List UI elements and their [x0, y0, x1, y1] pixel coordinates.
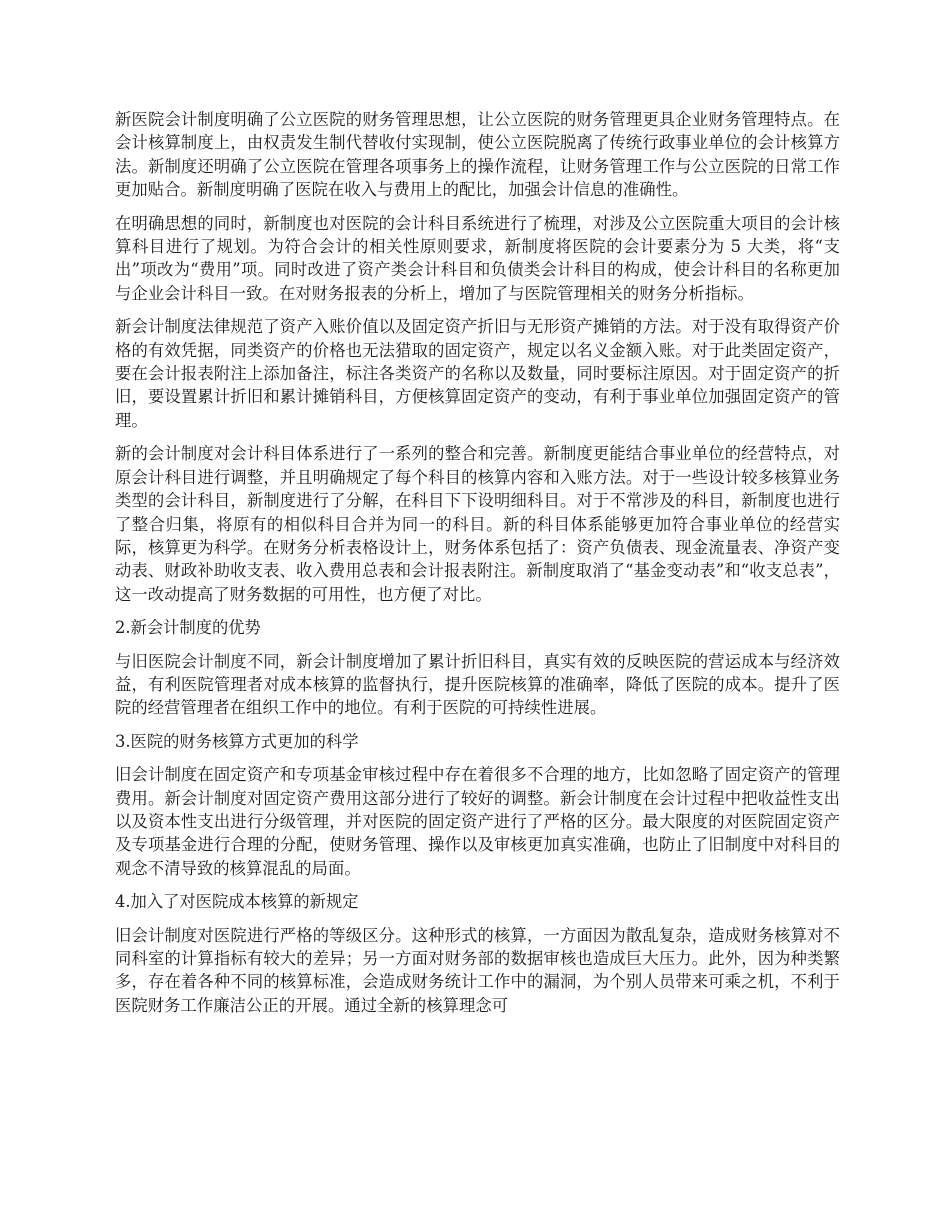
paragraph-hospital-accounting-intro: 新医院会计制度明确了公立医院的财务管理思想，让公立医院的财务管理更具企业财务管理特点。在会计核算制度上，由权责发生制代替收付实现制，使公立医院脱离了传统行政事业单位的会计核算方法。新制度还明确了公立医院在管理各项事务上的操作流程，让财务管理工作与公立医院的日常工作更加贴合。新制度明确了医院在收入与费用上的配比，加强会计信息的准确性。 — [115, 110, 840, 200]
paragraph-subject-system-integration: 新的会计制度对会计科目体系进行了一系列的整合和完善。新制度更能结合事业单位的经营特点，对原会计科目进行调整，并且明确规定了每个科目的核算内容和入账方法。对于一些设计较多核算业务类型的会计科目，新制度进行了分解，在科目下下设明细科目。对于不常涉及的科目，新制度也进行了整合归集，将原有的相似科目合并为同一的科目。新的科目体系能够更加符合事业单位的经营实际，核算更为科学。在财务分析表格设计上，财务体系包括了：资产负债表、现金流量表、净资产变动表、财政补助收支表、收入费用总表和会计报表附注。新制度取消了“基金变动表”和“收支总表”，这一改动提高了财务数据的可用性，也方便了对比。 — [115, 444, 840, 604]
section-heading-scientific-accounting: 3.医院的财务核算方式更加的科学 — [115, 731, 359, 751]
section-heading-advantages: 2.新会计制度的优势 — [115, 618, 261, 638]
paragraph-scientific-accounting: 旧会计制度在固定资产和专项基金审核过程中存在着很多不合理的地方，比如忽略了固定资产的管理费用。新会计制度对固定资产费用这部分进行了较好的调整。新会计制度在会计过程中把收益性支出以及资本性支出进行分级管理，并对医院的固定资产进行了严格的区分。最大限度的对医院固定资产及专项基金进行合理的分配，使财务管理、操作以及审核更加真实准确，也防止了旧制度中对科目的观念不清导致的核算混乱的局面。 — [115, 765, 840, 878]
document-page — [115, 108, 840, 1027]
paragraph-advantages: 与旧医院会计制度不同，新会计制度增加了累计折旧科目，真实有效的反映医院的营运成本与经济效益，有利医院管理者对成本核算的监督执行，提升医院核算的准确率，降低了医院的成本。提升了医院的经营管理者在组织工作中的地位。有利于医院的可持续性进展。 — [115, 651, 840, 718]
paragraph-cost-accounting: 旧会计制度对医院进行严格的等级区分。这种形式的核算，一方面因为散乱复杂，造成财务核算对不同科室的计算指标有较大的差异；另一方面对财务部的数据审核也造成巨大压力。此外，因为种类繁多，存在着各种不同的核算标准，会造成财务统计工作中的漏洞，为个别人员带来可乘之机，不利于医院财务工作廉洁公正的开展。通过全新的核算理念可 — [115, 925, 840, 1015]
paragraph-accounting-subjects: 在明确思想的同时，新制度也对医院的会计科目系统进行了梳理，对涉及公立医院重大项目的会计核算科目进行了规划。为符合会计的相关性原则要求，新制度将医院的会计要素分为 5 大类，将“支出”项改为“费用”项。同时改进了资产类会计科目和负债类会计科目的构成，使会计科目的名称更加与企业会计科目一致。在对财务报表的分析上，增加了与医院管理相关的财务分析指标。 — [115, 213, 840, 303]
section-heading-cost-accounting: 4.加入了对医院成本核算的新规定 — [115, 892, 359, 912]
paragraph-asset-valuation: 新会计制度法律规范了资产入账价值以及固定资产折旧与无形资产摊销的方法。对于没有取得资产价格的有效凭据，同类资产的价格也无法猎取的固定资产，规定以名义金额入账。对于此类固定资产，要在会计报表附注上添加备注，标注各类资产的名称以及数量，同时要标注原因。对于固定资产的折旧，要设置累计折旧和累计摊销科目，方便核算固定资产的变动，有利于事业单位加强固定资产的管理。 — [115, 317, 840, 430]
